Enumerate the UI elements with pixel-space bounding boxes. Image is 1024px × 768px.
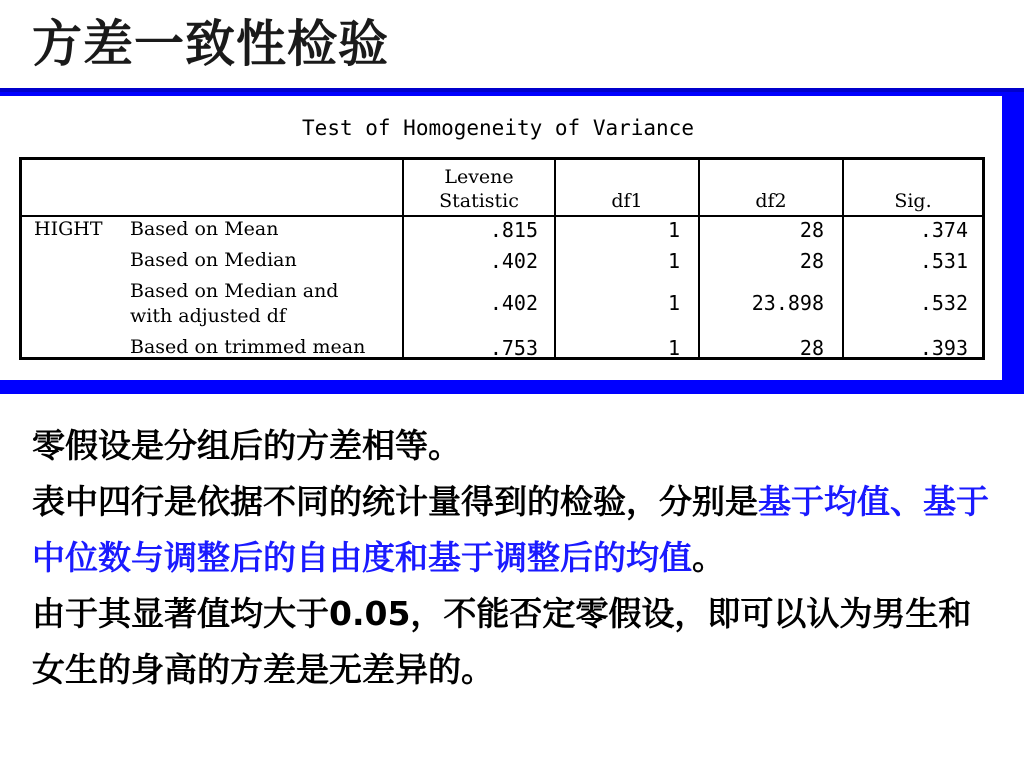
row-basis-line2: with adjusted df bbox=[130, 305, 286, 327]
header-levene-line2: Statistic bbox=[439, 190, 519, 212]
null-hypothesis-paragraph: 零假设是分组后的方差相等。 bbox=[32, 426, 461, 465]
row-sig: .393 bbox=[919, 336, 968, 360]
row-levene: .402 bbox=[489, 291, 538, 315]
row-df1: 1 bbox=[667, 249, 680, 273]
table-caption: Test of Homogeneity of Variance bbox=[302, 116, 694, 140]
method-lead: 表中四行是依据不同的统计量得到的检验，分别是 bbox=[32, 482, 758, 521]
explanation-text bbox=[32, 418, 1002, 698]
header-sig: Sig. bbox=[894, 190, 932, 212]
row-levene: .753 bbox=[489, 336, 538, 360]
row-basis: Based on trimmed mean bbox=[130, 336, 366, 358]
slide-title: 方差一致性检验 bbox=[32, 15, 389, 73]
row-basis: Based on Mean bbox=[130, 218, 279, 240]
row-df1: 1 bbox=[667, 291, 680, 315]
row-basis-line1: Based on Median and bbox=[130, 280, 339, 302]
method-highlight: 基于均值、基于中位数与调整后的自由度和基于调整后的均值 bbox=[32, 482, 989, 577]
levene-table bbox=[19, 157, 985, 360]
row-sig: .532 bbox=[919, 291, 968, 315]
row-sig: .374 bbox=[919, 218, 968, 242]
row-df1: 1 bbox=[667, 218, 680, 242]
method-end: 。 bbox=[692, 538, 725, 577]
header-levene-line1: Levene bbox=[444, 166, 514, 188]
row-levene: .402 bbox=[489, 249, 538, 273]
row-basis: Based on Median bbox=[130, 249, 297, 271]
row-df2: 23.898 bbox=[751, 291, 824, 315]
row-levene: .815 bbox=[489, 218, 538, 242]
row-df2: 28 bbox=[799, 249, 824, 273]
row-df2: 28 bbox=[799, 336, 824, 360]
header-df2: df2 bbox=[755, 190, 787, 212]
row-df1: 1 bbox=[667, 336, 680, 360]
row-sig: .531 bbox=[919, 249, 968, 273]
variable-label: HIGHT bbox=[34, 218, 103, 240]
header-df1: df1 bbox=[611, 190, 643, 212]
conclusion-paragraph: 由于其显著值均大于0.05，不能否定零假设，即可以认为男生和女生的身高的方差是无差异的。 bbox=[32, 594, 972, 689]
row-df2: 28 bbox=[799, 218, 824, 242]
method-paragraph bbox=[32, 474, 1002, 586]
